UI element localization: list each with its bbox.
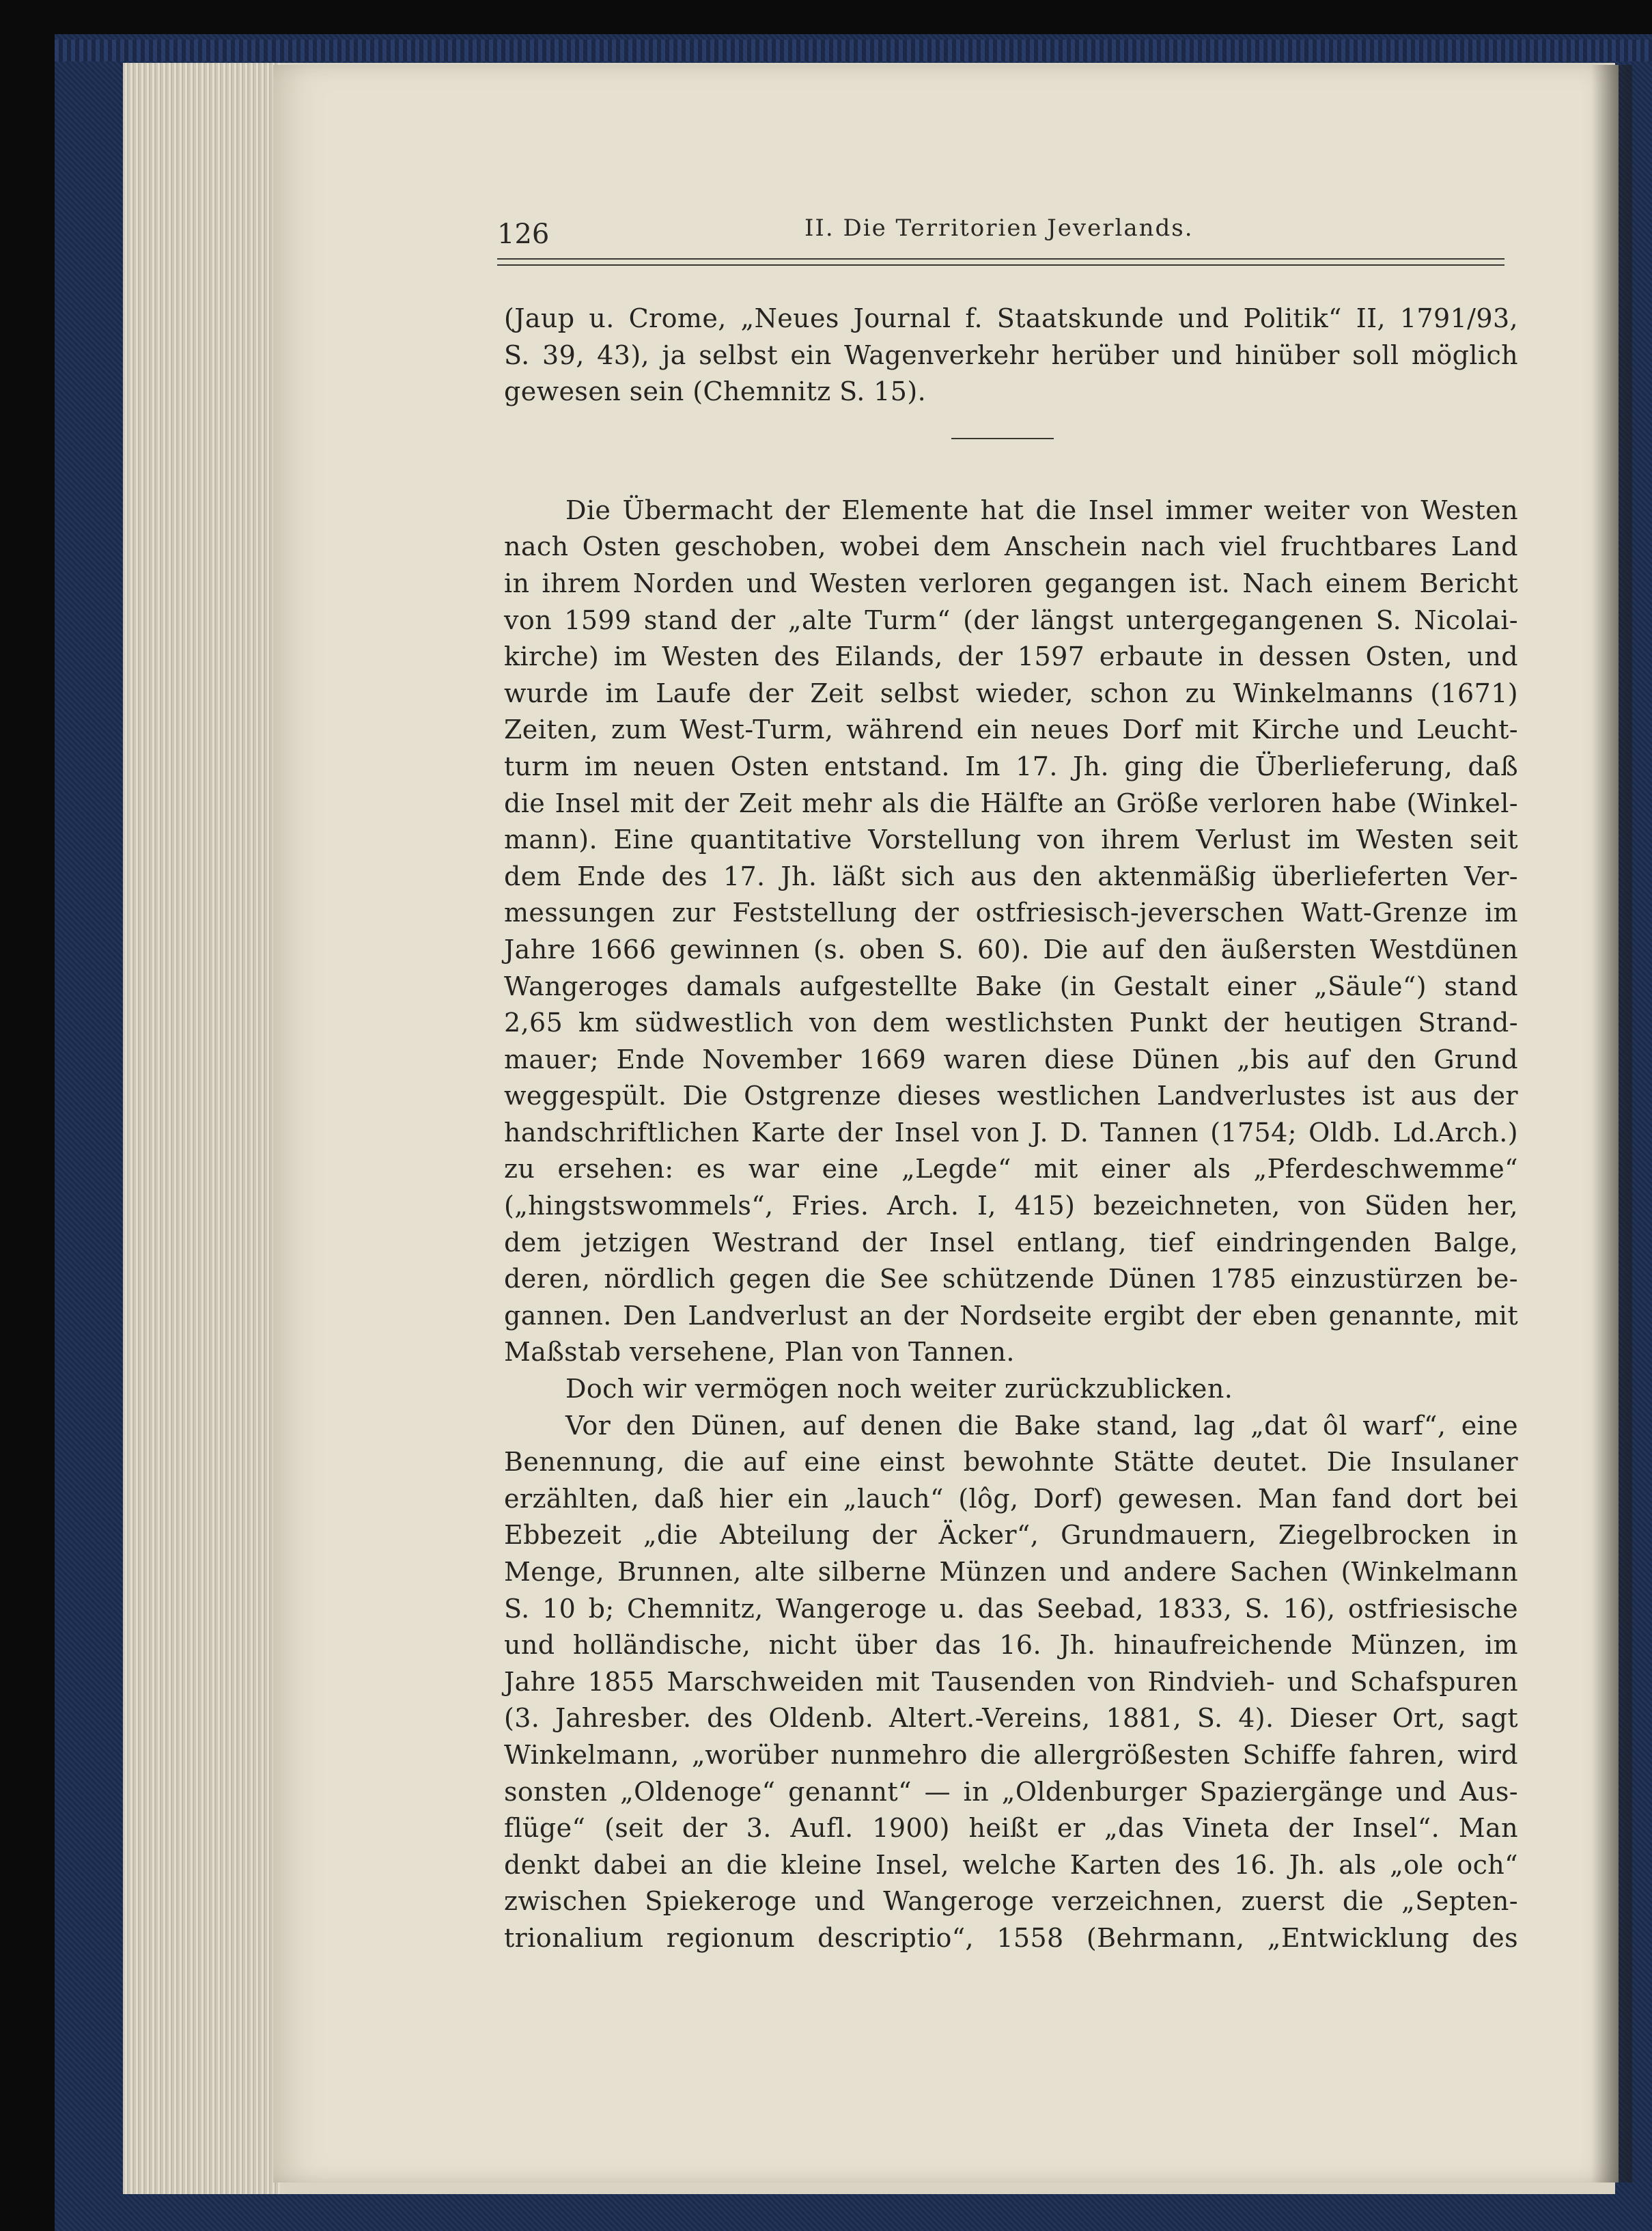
text-line: Maßstab versehene, Plan von Tannen. [504,1337,1015,1368]
text-line: Jahre 1855 Marschweiden mit Tausenden von Rindvieh- und Schafspuren [504,1666,1518,1697]
text-line: („hingstswommels“, Fries. Arch. I, 415) bezeichneten, von Süden her, [504,1191,1518,1221]
text-line: mauer; Ende November 1669 waren diese Dünen „bis auf den Grund [504,1044,1518,1075]
text-line: trionalium regionum descriptio“, 1558 (Behrmann, „Entwicklung des [504,1922,1518,1953]
cover-edge [55,40,1652,61]
text-line: gannen. Den Landverlust an der Nordseite ergibt der eben genannte, mit [504,1300,1518,1331]
text-line: Die Übermacht der Elemente hat die Insel immer weiter von Westen [565,495,1518,525]
text-line: Jahre 1666 gewinnen (s. oben S. 60). Die auf den äußersten Westdünen [504,934,1518,965]
text-line: flüge“ (seit der 3. Aufl. 1900) heißt er „das Vineta der Insel“. Man [504,1813,1518,1844]
text-line: deren, nördlich gegen die See schützende Dünen 1785 einzustürzen be- [504,1264,1518,1294]
text-line: und holländische, nicht über das 16. Jh. hinaufreichende Münzen, im [504,1630,1518,1661]
text-line: handschriftlichen Karte der Insel von J. D. Tannen (1754; Oldb. Ld.Arch.) [504,1117,1518,1148]
text-line: 2,65 km südwestlich von dem westlichsten Punkt der heutigen Strand- [504,1008,1518,1038]
text-line: denkt dabei an die kleine Insel, welche Karten des 16. Jh. als „ole och“ [504,1849,1518,1880]
text-line: weggespült. Die Ostgrenze dieses westlichen Landverlustes ist aus der [504,1081,1518,1111]
text-line: in ihrem Norden und Westen verloren gegangen ist. Nach einem Bericht [504,568,1518,598]
text-line: Winkelmann, „worüber nunmehro die allergrößesten Schiffe fahren, wird [504,1739,1518,1770]
text-line: kirche) im Westen des Eilands, der 1597 erbaute in dessen Osten, und [504,641,1518,672]
text-line: turm im neuen Osten entstand. Im 17. Jh. ging die Überlieferung, daß [504,751,1518,781]
text-line: (Jaup u. Crome, „Neues Journal f. Staatskunde und Politik“ II, 1791/93, [504,303,1518,333]
text-line: S. 10 b; Chemnitz, Wangeroge u. das Seebad, 1833, S. 16), ostfriesische [504,1593,1518,1624]
text-line: nach Osten geschoben, wobei dem Anschein nach viel fruchtbares Land [504,531,1518,562]
paragraph [504,1408,1518,1957]
text-line: zu ersehen: es war eine „Legde“ mit einer als „Pferdeschwemme“ [504,1154,1518,1184]
text-line: erzählten, daß hier ein „lauch“ (lôg, Dorf) gewesen. Man fand dort bei [504,1483,1518,1514]
text-line: Ebbezeit „die Abteilung der Äcker“, Grundmauern, Ziegelbrocken in [504,1520,1518,1551]
text-line: Menge, Brunnen, alte silberne Münzen und andere Sachen (Winkelmann [504,1557,1518,1587]
text-line: gewesen sein (Chemnitz S. 15). [504,376,927,407]
page-header [497,214,1501,260]
text-line: messungen zur Feststellung der ostfriesisch-jeverschen Watt-Grenze im [504,898,1518,928]
text-line: Wangeroges damals aufgestellte Bake (in Gestalt einer „Säule“) stand [504,971,1518,1001]
text-line: mann). Eine quantitative Vorstellung von ihrem Verlust im Westen seit [504,824,1518,855]
text-line: S. 39, 43), ja selbst ein Wagenverkehr herüber und hinüber soll möglich [504,340,1518,370]
text-line: die Insel mit der Zeit mehr als die Hälfte an Größe verloren habe (Winkel- [504,788,1518,818]
text-line: wurde im Laufe der Zeit selbst wieder, schon zu Winkelmanns (1671) [504,678,1518,708]
body-text [504,301,1518,1957]
page-number: 126 [497,219,550,250]
paragraph [504,1371,1518,1408]
paragraph [504,301,1518,411]
text-line: sonsten „Oldenoge“ genannt“ — in „Oldenburger Spaziergänge und Aus- [504,1776,1518,1807]
running-head: II. Die Territorien Jeverlands. [804,214,1194,242]
text-line: (3. Jahresber. des Oldenb. Altert.-Vereins, 1881, S. 4). Dieser Ort, sagt [504,1703,1518,1734]
text-line: dem Ende des 17. Jh. läßt sich aus den aktenmäßig überlieferten Ver- [504,861,1518,891]
text-line: Vor den Dünen, auf denen die Bake stand, lag „dat ôl warf“, eine [565,1410,1518,1441]
header-rule [497,258,1504,266]
stacked-page-edges [123,63,280,2194]
text-line: zwischen Spiekeroge und Wangeroge verzeichnen, zuerst die „Septen- [504,1886,1518,1917]
text-line: Benennung, die auf eine einst bewohnte Stätte deutet. Die Insulaner [504,1447,1518,1478]
gutter-shadow [1591,65,1632,2182]
text-line: von 1599 stand der „alte Turm“ (der längst untergegangenen S. Nicolai- [504,605,1518,635]
text-line: dem jetzigen Westrand der Insel entlang, tief eindringenden Balge, [504,1227,1518,1258]
text-line: Zeiten, zum West-Turm, während ein neues Dorf mit Kirche und Leucht- [504,715,1518,745]
text-line: Doch wir vermögen noch weiter zurückzublicken. [565,1374,1233,1404]
paragraph [504,493,1518,1371]
